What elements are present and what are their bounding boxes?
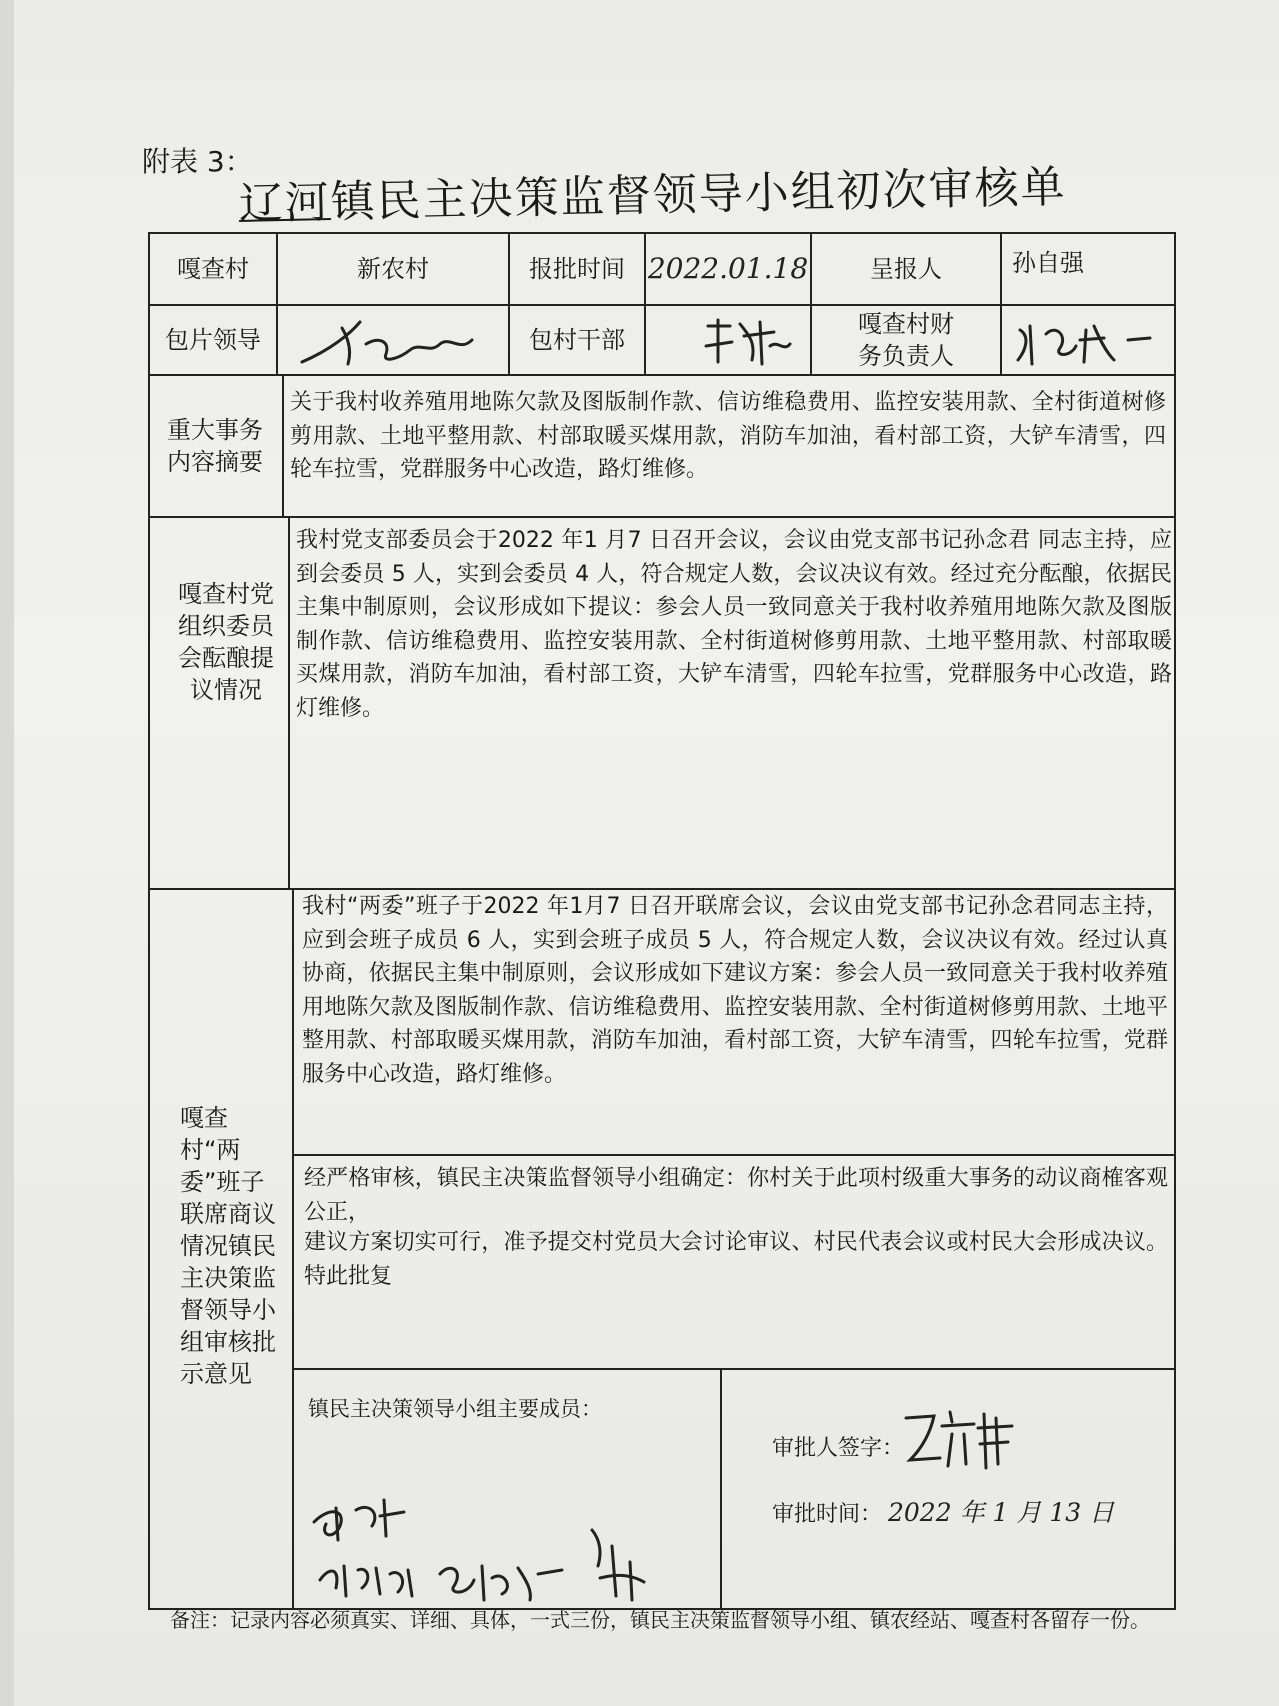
joint-meeting-text: 我村“两委”班子于2022 年1月7 日召开联席会议，会议由党支部书记孙念君同志主持，应到会班子成员 6 人，实到会班子成员 5 人，符合规定人数，会议决议有效。经过认真协商，依据民主集中制原则，会议形成如下建议方案：参会人员一致同意关于我村收养殖用地陈欠款及图版制作款、信访维稳费用、监控安装用款、全村街道树修剪用款、土地平整用款、村部取暖买煤用款，消防车加油，看村部工资，大铲车清雪，四轮车拉雪，党群服务中心改造，路灯维修。: [302, 894, 1168, 1087]
approval-time-label: 审批时间：: [772, 1502, 883, 1527]
village-value: 新农村: [357, 255, 429, 283]
finance-manager-label: 嘎查村财务负责人: [858, 310, 954, 370]
reporter-value: 孙自强: [1012, 249, 1084, 277]
village-label: 嘎查村: [177, 255, 249, 283]
column-divider: [292, 888, 294, 1610]
party-committee-text: 我村党支部委员会于2022 年1 月7 日召开会议，会议由党支部书记孙念君 同志主持，应到会委员 5 人，实到会委员 4 人，符合规定人数，会议决议有效。经过充分酝酿，依据民主集中制原则，会议形成如下提议：参会人员一致同意关于我村收养殖用地陈欠款及图版制作款、信访维稳费用、监控安装用款、全村街道树修剪用款、土地平整用款、村部取暖买煤用款，消防车加油，看村部工资，大铲车清雪，四轮车拉雪，党群服务中心改造，路灯维修。: [296, 528, 1172, 721]
report-time-value: 2022.01.18: [647, 252, 809, 285]
village-cadre-label: 包村干部: [529, 326, 625, 354]
leader-signature: [290, 314, 500, 374]
joint-meeting-label: 嘎查村“两委”班子联席商议情况镇民主决策监督领导小组审核批示意见: [180, 1104, 276, 1388]
summary-text: 关于我村收养殖用地陈欠款及图版制作款、信访维稳费用、监控安装用款、全村街道树修剪用款、土地平整用款、村部取暖买煤用款，消防车加油，看村部工资，大铲车清雪，四轮车拉雪，党群服务中心改造，路灯维修。: [290, 390, 1166, 482]
review-opinion-text-2: 建议方案切实可行，准予提交村党员大会讨论审议、村民代表会议或村民大会形成决议。特此批复: [304, 1230, 1168, 1289]
finance-manager-signature: [1010, 316, 1170, 370]
column-divider: [720, 1368, 722, 1610]
report-time-label: 报批时间: [529, 255, 625, 283]
row-divider: [148, 304, 1176, 306]
village-cadre-signature: [700, 316, 800, 370]
column-divider: [282, 374, 284, 518]
members-label: 镇民主决策领导小组主要成员：: [308, 1397, 602, 1421]
title-town-name: 辽河: [238, 177, 332, 230]
approver-signature: [900, 1404, 1030, 1474]
row-divider: [292, 1368, 1176, 1370]
members-signatures: [300, 1470, 710, 1606]
row-divider: [148, 374, 1176, 376]
approver-signature-label: 审批人签字：: [772, 1436, 905, 1461]
attachment-label: 附表 3：: [142, 145, 253, 178]
review-opinion-text-1: 经严格审核，镇民主决策监督领导小组确定：你村关于此项村级重大事务的动议商榷客观公正，: [304, 1166, 1168, 1225]
reporter-label: 呈报人: [870, 255, 942, 283]
row-divider: [292, 1154, 1176, 1156]
approval-time-value: 2022 年 1 月 13 日: [888, 1498, 1115, 1527]
party-committee-label: 嘎查村党组织委员会酝酿提议情况: [178, 580, 274, 704]
row-divider: [148, 516, 1176, 518]
summary-label: 重大事务内容摘要: [167, 416, 263, 476]
title-text: 镇民主决策监督领导小组初次审核单: [330, 161, 1068, 229]
footnote: 备注：记录内容必须真实、详细、具体，一式三份，镇民主决策监督领导小组、镇农经站、嘎查村各留存一份。: [170, 1608, 1150, 1632]
leader-label: 包片领导: [165, 326, 261, 354]
column-divider: [288, 516, 290, 890]
